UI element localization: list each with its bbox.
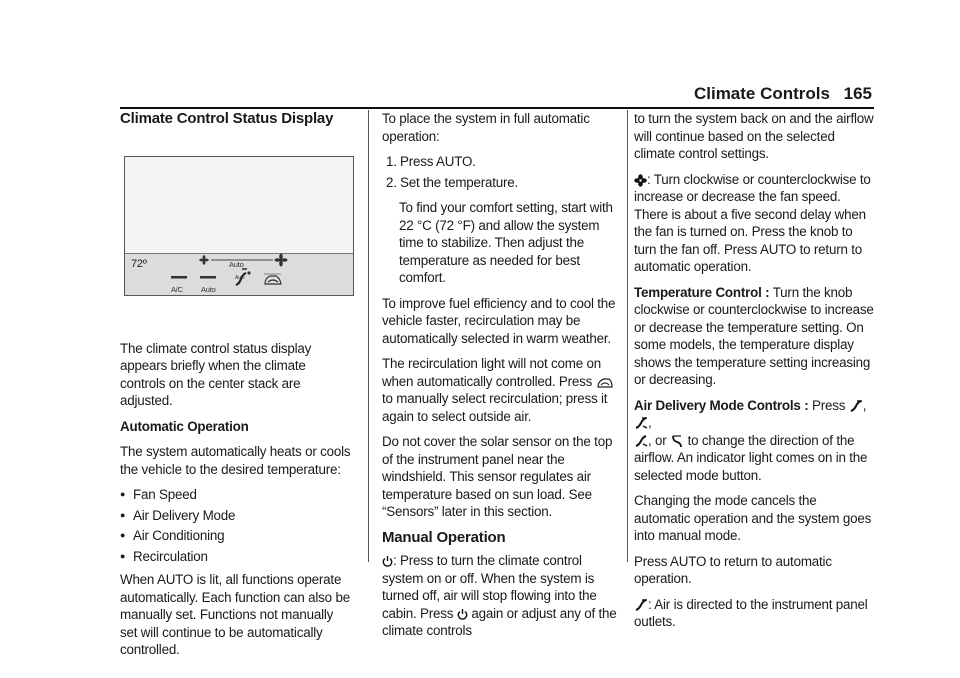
- display-temperature: 72º: [131, 257, 147, 270]
- vent-mode-icon: [849, 399, 863, 413]
- paragraph-air-delivery: Air Delivery Mode Controls : Press , , , or to change the direction of the airflow. An indicator light comes on in the selected mode button.: [634, 397, 868, 483]
- fan-icon-large: [275, 253, 288, 266]
- automatic-steps: [382, 153, 618, 191]
- vent-mode-icon: [634, 598, 648, 612]
- fan-icon-small: [199, 255, 208, 264]
- page-header: [0, 84, 960, 110]
- paragraph-vent: : Air is directed to the instrument panel outlets.: [634, 596, 868, 629]
- paragraph-mode-change: Changing the mode cancels the automatic operation and the system goes into manual mode.: [634, 493, 872, 543]
- automatic-functions-list: [120, 486, 352, 565]
- paragraph-automatic: The system automatically heats or cools the vehicle to the desired temperature:: [120, 444, 351, 477]
- column-divider-1: [368, 110, 369, 562]
- auto-indicator: [200, 276, 216, 279]
- display-ac-label: A/C: [171, 284, 183, 294]
- paragraph-solar-sensor: Do not cover the solar sensor on the top of the instrument panel near the windshield. This sensor regulates air temperature based on sun load. See “Sensors” later in this section.: [382, 434, 613, 519]
- paragraph-temperature-control: Temperature Control : Turn the knob clockwise or counterclockwise to increase or decrease the temperature setting. On some models, the temperature display shows the temperature setting increasing or decreasing.: [634, 284, 874, 387]
- section-heading-manual-operation: Manual Operation: [382, 528, 506, 546]
- recirculation-icon: [596, 377, 614, 389]
- step-item: [382, 153, 618, 171]
- paragraph-fuel-efficiency: To improve fuel efficiency and to cool the vehicle faster, recirculation may be automatically selected in warm weather.: [382, 295, 616, 346]
- status-display-figure: [124, 156, 354, 296]
- display-mode-auto-label: Auto: [235, 274, 245, 281]
- subheading-automatic-operation: Automatic Operation: [120, 418, 249, 434]
- header-title: Climate Controls: [693, 84, 830, 103]
- paragraph-recirculation: The recirculation light will not come on when automatically controlled. Press to manually select recirculation; press it again to select outside air.: [382, 355, 618, 425]
- column-1: [120, 110, 352, 667]
- paragraph-continued: to turn the system back on and the airflow will continue based on the selected climate control settings.: [634, 111, 874, 161]
- power-icon: [457, 608, 468, 621]
- defog-mode-icon: [670, 434, 684, 448]
- step-number: 2.: [386, 174, 397, 190]
- paragraph-return-auto: Press AUTO to return to automatic operation.: [634, 553, 832, 586]
- paragraph-auto-lit: When AUTO is lit, all functions operate automatically. Each function can also be manually set. Functions not manually set will continue to be automatically controlled.: [120, 572, 350, 657]
- paragraph-full-automatic: To place the system in full automatic operation:: [382, 111, 590, 144]
- header-rule: [120, 107, 874, 109]
- list-item: ● Recirculation: [120, 548, 352, 566]
- power-icon: [382, 555, 393, 568]
- display-auto-label: Auto: [201, 284, 216, 294]
- recirculation-icon: [265, 276, 281, 284]
- list-item: ● Air Delivery Mode: [120, 507, 352, 525]
- display-fan-auto-label: Auto: [229, 259, 244, 269]
- section-heading-status-display: Climate Control Status Display: [120, 110, 334, 127]
- step-item: [382, 174, 618, 192]
- step-note: To find your comfort setting, start with 22 °C (72 °F) and allow the system time to stabilize. Then adjust the temperature as needed for best comfort.: [399, 200, 613, 285]
- column-2: [382, 110, 618, 648]
- ac-indicator: [171, 276, 187, 279]
- list-item: ● Air Conditioning: [120, 527, 352, 545]
- fan-icon: [634, 174, 647, 187]
- floor-mode-icon: [634, 434, 648, 448]
- paragraph-fan-control: : Turn clockwise or counterclockwise to increase or decrease the fan speed. There is about a five second delay when the fan is turned on. Press the knob to turn the fan off. Press AUTO to return to automatic operation.: [634, 171, 871, 274]
- page-number: 165: [843, 84, 872, 103]
- column-divider-2: [627, 110, 628, 562]
- column-3: [634, 110, 874, 639]
- step-text: Press AUTO.: [400, 154, 476, 169]
- paragraph-status-display: The climate control status display appears briefly when the climate controls on the center stack are adjusted.: [120, 340, 312, 408]
- step-text: Set the temperature.: [400, 174, 519, 190]
- list-item: ● Fan Speed: [120, 486, 352, 504]
- bi-level-mode-icon: [634, 416, 648, 430]
- step-number: 1.: [386, 154, 397, 169]
- paragraph-power: : Press to turn the climate control system on or off. When the system is turned off, air will stop flowing into the cabin. Press again or adjust any of the climate controls: [382, 553, 617, 638]
